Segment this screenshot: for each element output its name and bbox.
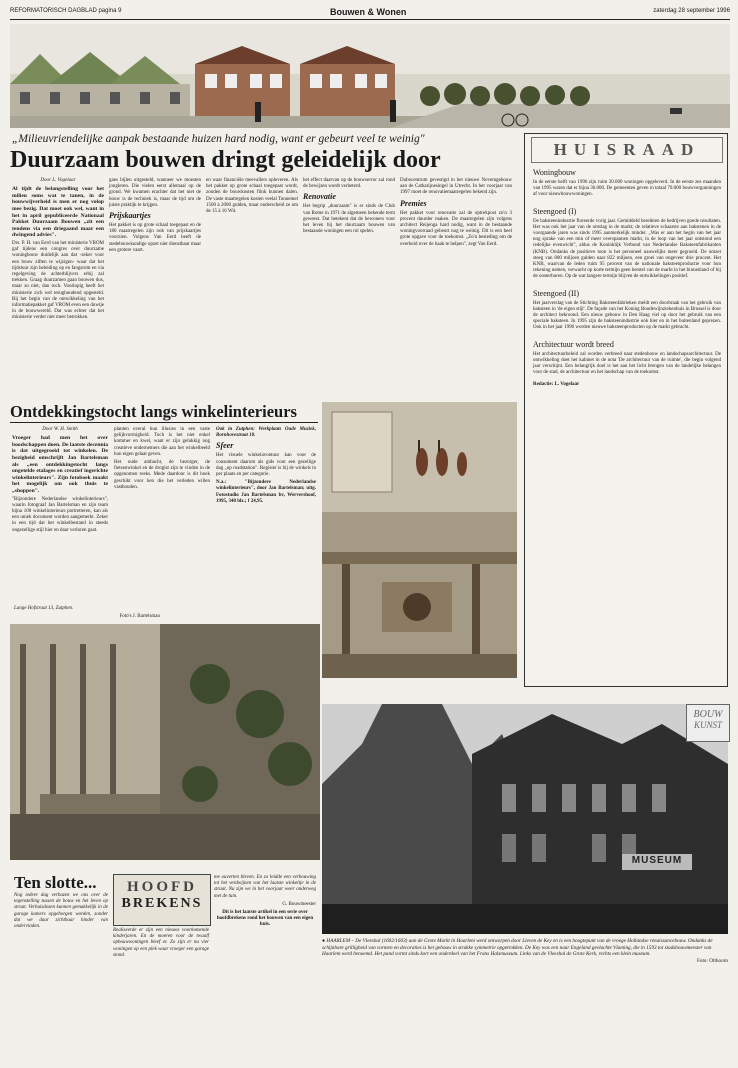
article2-subhead-sfeer: Sfeer	[216, 441, 234, 451]
header-right: zaterdag 28 september 1996	[653, 8, 730, 14]
workshop-photo	[322, 402, 517, 678]
article2-rule	[10, 422, 318, 423]
article1-body-col2b: Het pakket is op grote schaal toegepast en de 180 maatregelen zijn ook van prijskaartjes voorzien. Volgens Van Eerd heeft de stedebouwkundige opzet niet dienstbaar maar een grotere vaart.	[109, 223, 201, 253]
sidebar-text-steengoed1: De baksteenindustrie floreerde vorig jaar. Gemiddeld bereikten de bedrijven goede resultaten. Het was ook het jaar van de omslag in de markt; de relatieve schaarste aan bakstenen in de voorgaande jaren was sinds 1995 aanmerkelijk minder. „Was er aan het begin van het jaar nog sprake van een min of meer overspannen markt, in de loop van het jaar ontstond een redelijke evenwicht", aldus de Koninklijk Verbond van Nederlandse Baksteenfabrikanten (KNB). Ondanks de positieve toon is het personeel nauwelijks meer gegroeid. De omzet steeg van 800 miljoen gulden naar 822 miljoen, een groei van ongeveer drie procent. Het KNB, waarvan de leden ruim 95 procent van de nationale baksteenproductie voor hun rekening nemen, verwacht op korte termijn geen herstel van de markt in het binnenland of bij de oosterburen. Op de wat langere termijn blijven de ontwikkelingen positief.	[533, 218, 721, 280]
article1-body-col3: en waar financiële meevallers opleveren. Als het pakket op grote schaal toegepast wordt, zouden de bouwkosten flink kunnen dalen. De vaste maatregelen kosten veelal Tonnemel 1500 à 2000 gulden, maar onderscheid ze om de 15 à 16 Wit.	[206, 178, 298, 215]
article1-subhead-renovatie: Renovatie	[303, 192, 336, 202]
article1-body-col2: gaes bijlen uitgesteld, wanneer we moesten jongleren. Die vielen eerst allemaal op de grond. We kwamen erachter dat het niet de bouw is de techniek is, maar de tijd om de juiste praktijk te krijgen.	[109, 178, 201, 208]
article1-col5	[400, 178, 512, 250]
sidebar-huisraad	[524, 133, 728, 687]
sidebar-text-architectuur: Het architectuurbeleid zal worden verbreed naar stedenbouw en landschapsarchitectuur. De ontwikkeling doet het kabinet in de nota 'De architectuur van de ruimte', die begin volgend jaar verschijnt. Een belangrijk doel is het aan het licht brengen van de landelijke belangen voor de stad, de architectuur en het landschap van de toekomst.	[533, 351, 721, 376]
article2-col1	[12, 427, 108, 536]
article2-body4: Het visuele winkelavontuur kan voor de consument daarom als gids voor een gezellige dag „op roadstation". Register is bij de winkels in per plaats en per categorie.	[216, 453, 316, 478]
article1-col1	[12, 178, 104, 324]
article1-body-col5: Dubocentrum gevestigd in het nieuwe Novemgebouw aan de Catharijnesingel in Utrecht. In het voorjaar van 1997 moet de renovatiemaatregelen bekend zijn.	[400, 178, 512, 196]
article1-col4	[303, 178, 395, 237]
haarlem-caption	[322, 938, 728, 964]
sidebar-logo: HUISRAAD	[531, 137, 723, 163]
article2-lead: Vroeger had men het over boodschappen doen. De laatste decennia is dat uitgegroeid tot winkelen. De bezigheid omschrijft Jan Bartelsman als „een ontdekkingstocht langs ongetelde etalages en creatief ingerichte winkelinterieurs". Zijn fotoboek maakt het mogelijk om ook thuis te „shoppen".	[12, 435, 108, 494]
article1-body-col5b: Het pakket voor renovatie zal de optrekpost zo'n 3 procent duurder maken. De maatregelen zijn volgens architect Reijenga hard nodig, want in de bestaande woningvoorraad gebeurt nog te weinig. Dit is een heel grote opgave voor de toekomst. „Zo'n besteding om de overheid over de haak te helpen", zegt Van Eerd.	[400, 210, 512, 247]
article3-body3: me ouverten bleven. En zo leidde een verbouwing tot het verdwijnen van het laatste winkeltje in de straat. Nu zijn we in het voorjaar weer onderweg met de tuin.	[214, 875, 316, 899]
article2-body2: planten overal hun illusies in een vaste gelijkvormigheid. Toch is het niet enkel kommer en kwel, want er zijn gelukkig nog creatieve ondernemers die aan het winkelbeeld hun eigen gelaat geven.	[114, 427, 210, 457]
article1-subhead-prijskaartjes: Prijskaartjes	[109, 211, 151, 221]
hoofdbrekens-line1: HOOFD	[127, 879, 197, 895]
haarlem-vleeshal-photo	[322, 704, 728, 934]
bouwkunst-line2: KUNST	[693, 720, 722, 730]
hoofdbrekens-line2: BREKENS	[121, 896, 203, 911]
article3-signature: G. Bouwmeester	[282, 901, 316, 907]
sidebar-text-woningbouw: In de eerste helft van 1996 zijn ruim 30.000 woningen opgeleverd. In de eerste zes maanden van 1995 waren dat er bijna 36.000. De gemeenten geven in totaal 70.000 bouwvergunningen af voor nieuwbouwwoningen.	[533, 180, 721, 198]
article2-body1: "Bijzondere Nederlandse winkelinterieurs", waarin fotograaf Jan Bartelsman en zijn team bijna 100 winkelinterieurs portretteren, kan als een uniek document worden aangemerkt. Zeker in een tijd dat het winkelbestand in steeds ongezellige stijl hier en daar verloren gaat.	[12, 496, 108, 533]
sidebar-text-steengoed2: Het jaarverslag van de Stichting Baksteenfabrieken meldt een doorbraak van het gebruik van baksteen in 'de eigen stijl'. De façade van het Koning Boudewijnziekenhuis in Brussel is door de architect bekroond. Een nieuw gebouw in Den Haag viel op door het gebruik van een speciale baksteen. In 1995 zijn de baksteenindustrie ook hier en in het buitenland geprezen. Ook in het jaar 1996 worden nieuwe baksteenproducten op de markt gebracht.	[533, 300, 721, 331]
museum-sign: MUSEUM	[631, 855, 683, 866]
article2-caption-left: Lange Hofstraat 13, Zutphen.	[14, 606, 74, 611]
page-header	[10, 7, 730, 20]
sidebar-title-steengoed1: Steengoed (I)	[533, 206, 577, 216]
sidebar-credit: Redactie: L. Vogelaar	[533, 382, 580, 388]
article2-headline: Ontdekkingstocht langs winkelinterieurs	[10, 402, 297, 421]
article1-byline: Door L. Vogelaar	[40, 178, 76, 183]
article3-footer: Dit is het laatste artikel in een serie over hoofdbrekens rond het bouwen van een eigen huis.	[216, 910, 314, 928]
article2-credit: N.a.: "Bijzondere Nederlandse winkelinterieurs", door Jan Bartelsman; uitg. Fotostudio Jan Bartelsman bv, Wervershoof, 1995, 340 blz.; f 24,95.	[216, 480, 316, 504]
article2-caption-right: Ook in Zutphen: Werkplaats Oude Muziek, Bornhovestraat 18.	[216, 427, 316, 439]
article3-col2	[113, 928, 209, 961]
article2-body3: Het oude ambacht, de bezorger, de fietsenwinkel en de drogist zijn te vinden in de opgenomen reeks. Mede daardoor is dit boek geschikt voor hen die het verleden willen vasthouden.	[114, 460, 210, 490]
article3-body1: Nog iedere dag verbazen we ons over de tegenstelling tussen de bouw en het leven op straat. Verhuisdozen kunnen gemakkelijk in de garage kamers opgeborgen worden, zonder dat we daar zichtbaar hinder van ondervinden.	[14, 893, 108, 930]
sidebar-title-woningbouw: Woningbouw	[533, 168, 576, 177]
article1-headline: Duurzaam bouwen dringt geleidelijk door	[10, 147, 441, 173]
article1-body-col1: Drs. P. H. van Eerd van het ministerie VROM gaf tijdens een congres over duurzame woningbouw duidelijk aan dat -zeker voor een bouw ziften te wijzigen- waar dat het tijdstuur zijn beleiding op en fangsrom en via regelgeving de achterblijvers erbij zal trekken. Graag duurzamen gaan bouwen dus, maar zo niet, dan toch. Voorlopig heeft het ministerie zich wel terughoudend opgesteld. Bij het begin van de ontwikkeling van het informatiepakket gaf VROM even een duwtje in de bouwwereld. Dat was echter dat het ministerie verder niet meer betrokken.	[12, 240, 104, 321]
article3-col3	[214, 875, 316, 931]
article3-headline: Ten slotte...	[14, 873, 97, 892]
article1-lead: Al tijdt de belangstelling voor het milieu soms wat te tanen, in de bouwwijverheid is men er nog volop mee bezig. Dat moet ook wel, want in het in april gepubliceerde Nationaal Pakket Duurzaam Bouwen „zit een tendens via een driegaand maar een dwingend advies".	[12, 186, 104, 239]
article3-col1	[14, 893, 108, 932]
banner-illustration	[10, 24, 730, 128]
article1-body-col4: het effect daarvan op de bouwsector zal rond de bewijzen wordt verbeterd.	[303, 178, 395, 190]
sidebar-title-architectuur: Architectuur wordt breed	[533, 339, 614, 349]
article3-body2: Realiseerde er zijn een nieuwe voorkomende kinderjaren. En de moeren voor de twaalf opbouwwoningen bleef er. Zo zijn er nu vier woningen op een plek waar vroeger een garage stond.	[113, 928, 209, 958]
article1-kicker: „Milieuvriendelijke aanpak bestaande huizen hard nodig, want er gebeurt veel te weinig"	[12, 133, 425, 145]
bouwkunst-logo	[686, 704, 730, 742]
article2-byline: Door W. H. Smith	[42, 427, 78, 432]
article2-col2	[114, 427, 210, 493]
shop-interior-photo	[10, 624, 320, 860]
article1-col3	[206, 178, 298, 217]
haarlem-caption-credit: Foto: Olthoorn	[697, 957, 728, 964]
article1-subhead-premies: Premies	[400, 198, 427, 208]
haarlem-caption-text: ● HAARLEM – De Vleeshal (1602/1603) aan de Grote Markt in Haarlem werd ontworpen door Lieven de Key en is een hoogtepunt van de vroege Hollandse renaissancebouw. Ondanks de schijnbare grilligheid van vormen en decoraties is het gebouw in strakke symmetrie opgetrokken. De Key was een naar Engeland gevluchte Vlaming, die in 1593 tot stadsbouwmeester van Haarlem werd benoemd. Het pand vormt sinds kort een onderdeel van het Frans Halsmuseum. Links van de Vleeshal de Grote Kerk, rechts een klein museum.	[322, 938, 713, 957]
header-left: REFORMATORISCH DAGBLAD pagina 9	[10, 8, 122, 14]
article1-col2	[109, 178, 201, 256]
article1-body-col4b: Het begrip „duurzaam" is er sinds de Club van Rome in 1971 de algemeen bekende term geweest. Dat betekent dat de bewoners voor het leven bij het duurzaam bouwen van bestaande woningen een rol spelen.	[303, 204, 395, 235]
article2-col3	[216, 427, 316, 507]
header-center: Bouwen & Wonen	[330, 7, 407, 17]
bouwkunst-line1: BOUW	[693, 709, 723, 720]
sidebar-title-steengoed2: Steengoed (II)	[533, 288, 579, 298]
article2-photo-credit: Foto's J. Bartelsman	[119, 614, 160, 619]
hoofdbrekens-logo	[113, 874, 211, 926]
